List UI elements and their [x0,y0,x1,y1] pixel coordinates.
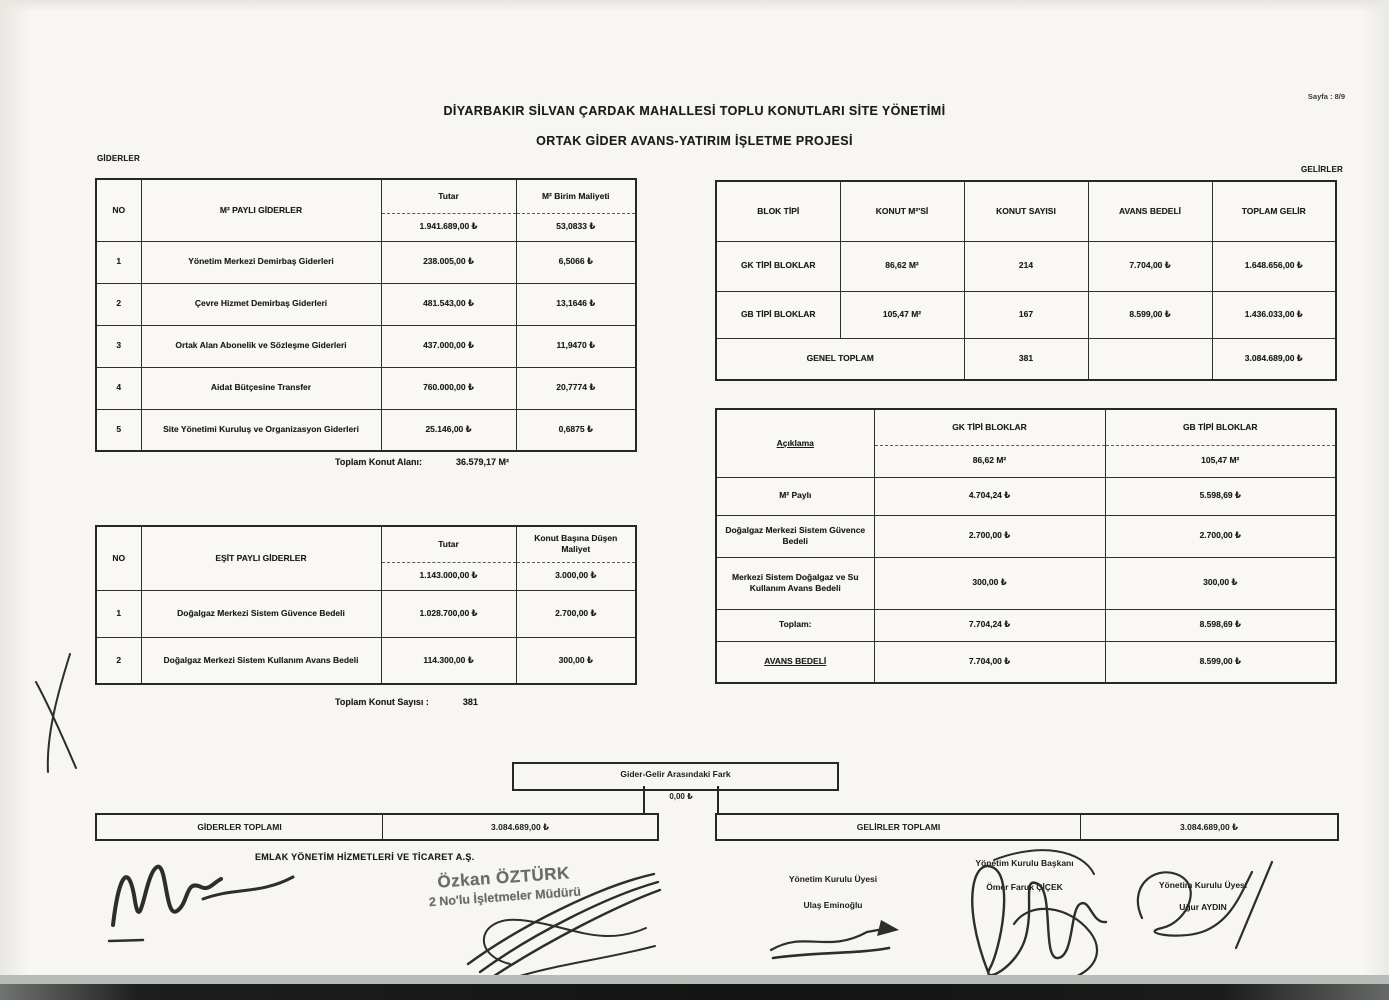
row-name: Yönetim Merkezi Demirbaş Giderleri [141,241,381,283]
scan-edge-left [0,0,30,1000]
member1-name: Ulaş Eminoğlu [803,899,863,910]
scan-edge-top [0,0,1389,12]
row-blok-tipi: GB TİPİ BLOKLAR [716,291,840,338]
row-no: 1 [96,241,141,283]
row-name: Doğalgaz Merkezi Sistem Güvence Bedeli [141,590,381,637]
stamp-name: Özkan ÖZTÜRK [436,863,571,892]
row-name: Site Yönetimi Kuruluş ve Organizasyon Giderleri [141,409,381,451]
row-label: M² Paylı [716,477,874,515]
row-name: Aidat Bütçesine Transfer [141,367,381,409]
row-gb: 8.598,69 ₺ [1105,609,1336,641]
genel-toplam-avans [1088,338,1212,380]
fark-value-box: 0,00 ₺ [643,786,719,815]
esit-paylı-giderler-table [95,525,637,685]
row-no: 4 [96,367,141,409]
row-no: 1 [96,590,141,637]
total-unit: 53,0833 ₺ [516,213,636,241]
row-tutar: 1.028.700,00 ₺ [381,590,516,637]
col-header-gb: GB TİPİ BLOKLAR [1105,409,1336,445]
row-no: 2 [96,283,141,325]
row-tutar: 481.543,00 ₺ [381,283,516,325]
signature-member1 [765,918,905,966]
row-gk: 300,00 ₺ [874,557,1105,609]
gb-m2: 105,47 M² [1105,445,1336,477]
col-header-unit: Konut Başına Düşen Maliyet [516,526,636,562]
row-gb: 8.599,00 ₺ [1105,641,1336,683]
member1-block [758,874,908,912]
row-avans: 8.599,00 ₺ [1088,291,1212,338]
col-header-gk: GK TİPİ BLOKLAR [874,409,1105,445]
row-tutar: 437.000,00 ₺ [381,325,516,367]
row-gb: 5.598,69 ₺ [1105,477,1336,515]
genel-toplam-label: GENEL TOPLAM [716,338,964,380]
col-header-blok-tipi: BLOK TİPİ [716,181,840,241]
row-sayi: 214 [964,241,1088,291]
total-tutar: 1.941.689,00 ₺ [381,213,516,241]
chairman-name: Ömer Faruk ÇİÇEK [986,881,1063,892]
row-unit: 300,00 ₺ [516,637,636,684]
giderler-section-label: GİDERLER [97,154,140,163]
row-unit: 6,5066 ₺ [516,241,636,283]
row-m2: 86,62 M² [840,241,964,291]
col-header-konut-sayisi: KONUT SAYISI [964,181,1088,241]
row-unit: 13,1646 ₺ [516,283,636,325]
row-no: 2 [96,637,141,684]
document-title-line2: ORTAK GİDER AVANS-YATIRIM İŞLETME PROJESİ [536,134,853,148]
gk-m2: 86,62 M² [874,445,1105,477]
signature-chairman [930,840,1125,990]
toplam-konut-sayisi-value: 381 [462,697,478,707]
fark-box: Gider-Gelir Arasındaki Fark [512,762,839,791]
row-label: AVANS BEDELİ [716,641,874,683]
gelirler-toplami-label: GELİRLER TOPLAMI [717,815,1081,839]
col-header-aciklama: Açıklama [716,409,874,477]
col-header-name: M² PAYLI GİDERLER [141,179,381,241]
giderler-toplami-label: GİDERLER TOPLAMI [97,815,383,839]
row-gk: 7.704,24 ₺ [874,609,1105,641]
row-unit: 0,6875 ₺ [516,409,636,451]
page-number: Sayfa : 8/9 [1307,92,1345,101]
member2-title: Yönetim Kurulu Üyesi [1158,880,1248,890]
col-header-avans-bedeli: AVANS BEDELİ [1088,181,1212,241]
giderler-toplami-bar [95,813,659,841]
col-header-toplam-gelir: TOPLAM GELİR [1212,181,1336,241]
chairman-title: Yönetim Kurulu Başkanı [975,858,1074,868]
row-tutar: 25.146,00 ₺ [381,409,516,451]
scan-artifact-strip [0,975,1389,984]
row-gelir: 1.648.656,00 ₺ [1212,241,1336,291]
col-header-tutar: Tutar [381,526,516,562]
row-sayi: 167 [964,291,1088,338]
row-tutar: 114.300,00 ₺ [381,637,516,684]
signature-member2 [1118,848,1278,963]
gelir-table [715,180,1337,381]
pen-x-mark [28,648,88,783]
document-title-line1: DİYARBAKIR SİLVAN ÇARDAK MAHALLESİ TOPLU KONUTLARI SİTE YÖNETİMİ [443,104,946,118]
col-header-no: NO [96,179,141,241]
total-tutar: 1.143.000,00 ₺ [381,562,516,590]
row-avans: 7.704,00 ₺ [1088,241,1212,291]
scan-edge-right [1363,0,1389,1000]
col-header-unit: M² Birim Maliyeti [516,179,636,213]
scan-artifact-bar [0,984,1389,1000]
row-m2: 105,47 M² [840,291,964,338]
row-unit: 2.700,00 ₺ [516,590,636,637]
member1-title: Yönetim Kurulu Üyesi [788,874,878,884]
row-blok-tipi: GK TİPİ BLOKLAR [716,241,840,291]
genel-toplam-gelir: 3.084.689,00 ₺ [1212,338,1336,380]
toplam-konut-alani-label: Toplam Konut Alanı: [335,457,422,467]
row-no: 3 [96,325,141,367]
toplam-konut-sayisi-line [335,697,478,707]
signature-manager [450,868,665,980]
toplam-konut-alani-line [335,457,509,467]
member2-name: Uğur AYDIN [1179,901,1227,912]
gelirler-section-label: GELİRLER [1300,165,1343,174]
row-label: Toplam: [716,609,874,641]
row-label: Doğalgaz Merkezi Sistem Güvence Bedeli [716,515,874,557]
giderler-toplami-value: 3.084.689,00 ₺ [491,821,549,832]
row-unit: 20,7774 ₺ [516,367,636,409]
row-tutar: 238.005,00 ₺ [381,241,516,283]
row-gk: 2.700,00 ₺ [874,515,1105,557]
row-gelir: 1.436.033,00 ₺ [1212,291,1336,338]
row-no: 5 [96,409,141,451]
toplam-konut-alani-value: 36.579,17 M² [456,457,510,467]
genel-toplam-sayi: 381 [964,338,1088,380]
row-gk: 7.704,00 ₺ [874,641,1105,683]
gelirler-toplami-value: 3.084.689,00 ₺ [1180,821,1238,832]
total-unit: 3.000,00 ₺ [516,562,636,590]
toplam-konut-sayisi-label: Toplam Konut Sayısı : [335,697,429,707]
row-name: Ortak Alan Abonelik ve Sözleşme Giderleri [141,325,381,367]
m2-paylı-giderler-table [95,178,637,452]
row-gk: 4.704,24 ₺ [874,477,1105,515]
aciklama-table [715,408,1337,684]
row-label: Merkezi Sistem Doğalgaz ve Su Kullanım Avans Bedeli [716,557,874,609]
col-header-name: EŞİT PAYLI GİDERLER [141,526,381,590]
row-name: Çevre Hizmet Demirbaş Giderleri [141,283,381,325]
row-gb: 2.700,00 ₺ [1105,515,1336,557]
col-header-tutar: Tutar [381,179,516,213]
gelirler-toplami-bar [715,813,1339,841]
col-header-konut-m2: KONUT M²'Sİ [840,181,964,241]
stamp-title: 2 No'lu İşletmeler Müdürü [428,884,582,910]
row-unit: 11,9470 ₺ [516,325,636,367]
row-gb: 300,00 ₺ [1105,557,1336,609]
company-name: EMLAK YÖNETİM HİZMETLERİ VE TİCARET A.Ş. [255,852,475,862]
row-tutar: 760.000,00 ₺ [381,367,516,409]
row-name: Doğalgaz Merkezi Sistem Kullanım Avans Bedeli [141,637,381,684]
col-header-no: NO [96,526,141,590]
